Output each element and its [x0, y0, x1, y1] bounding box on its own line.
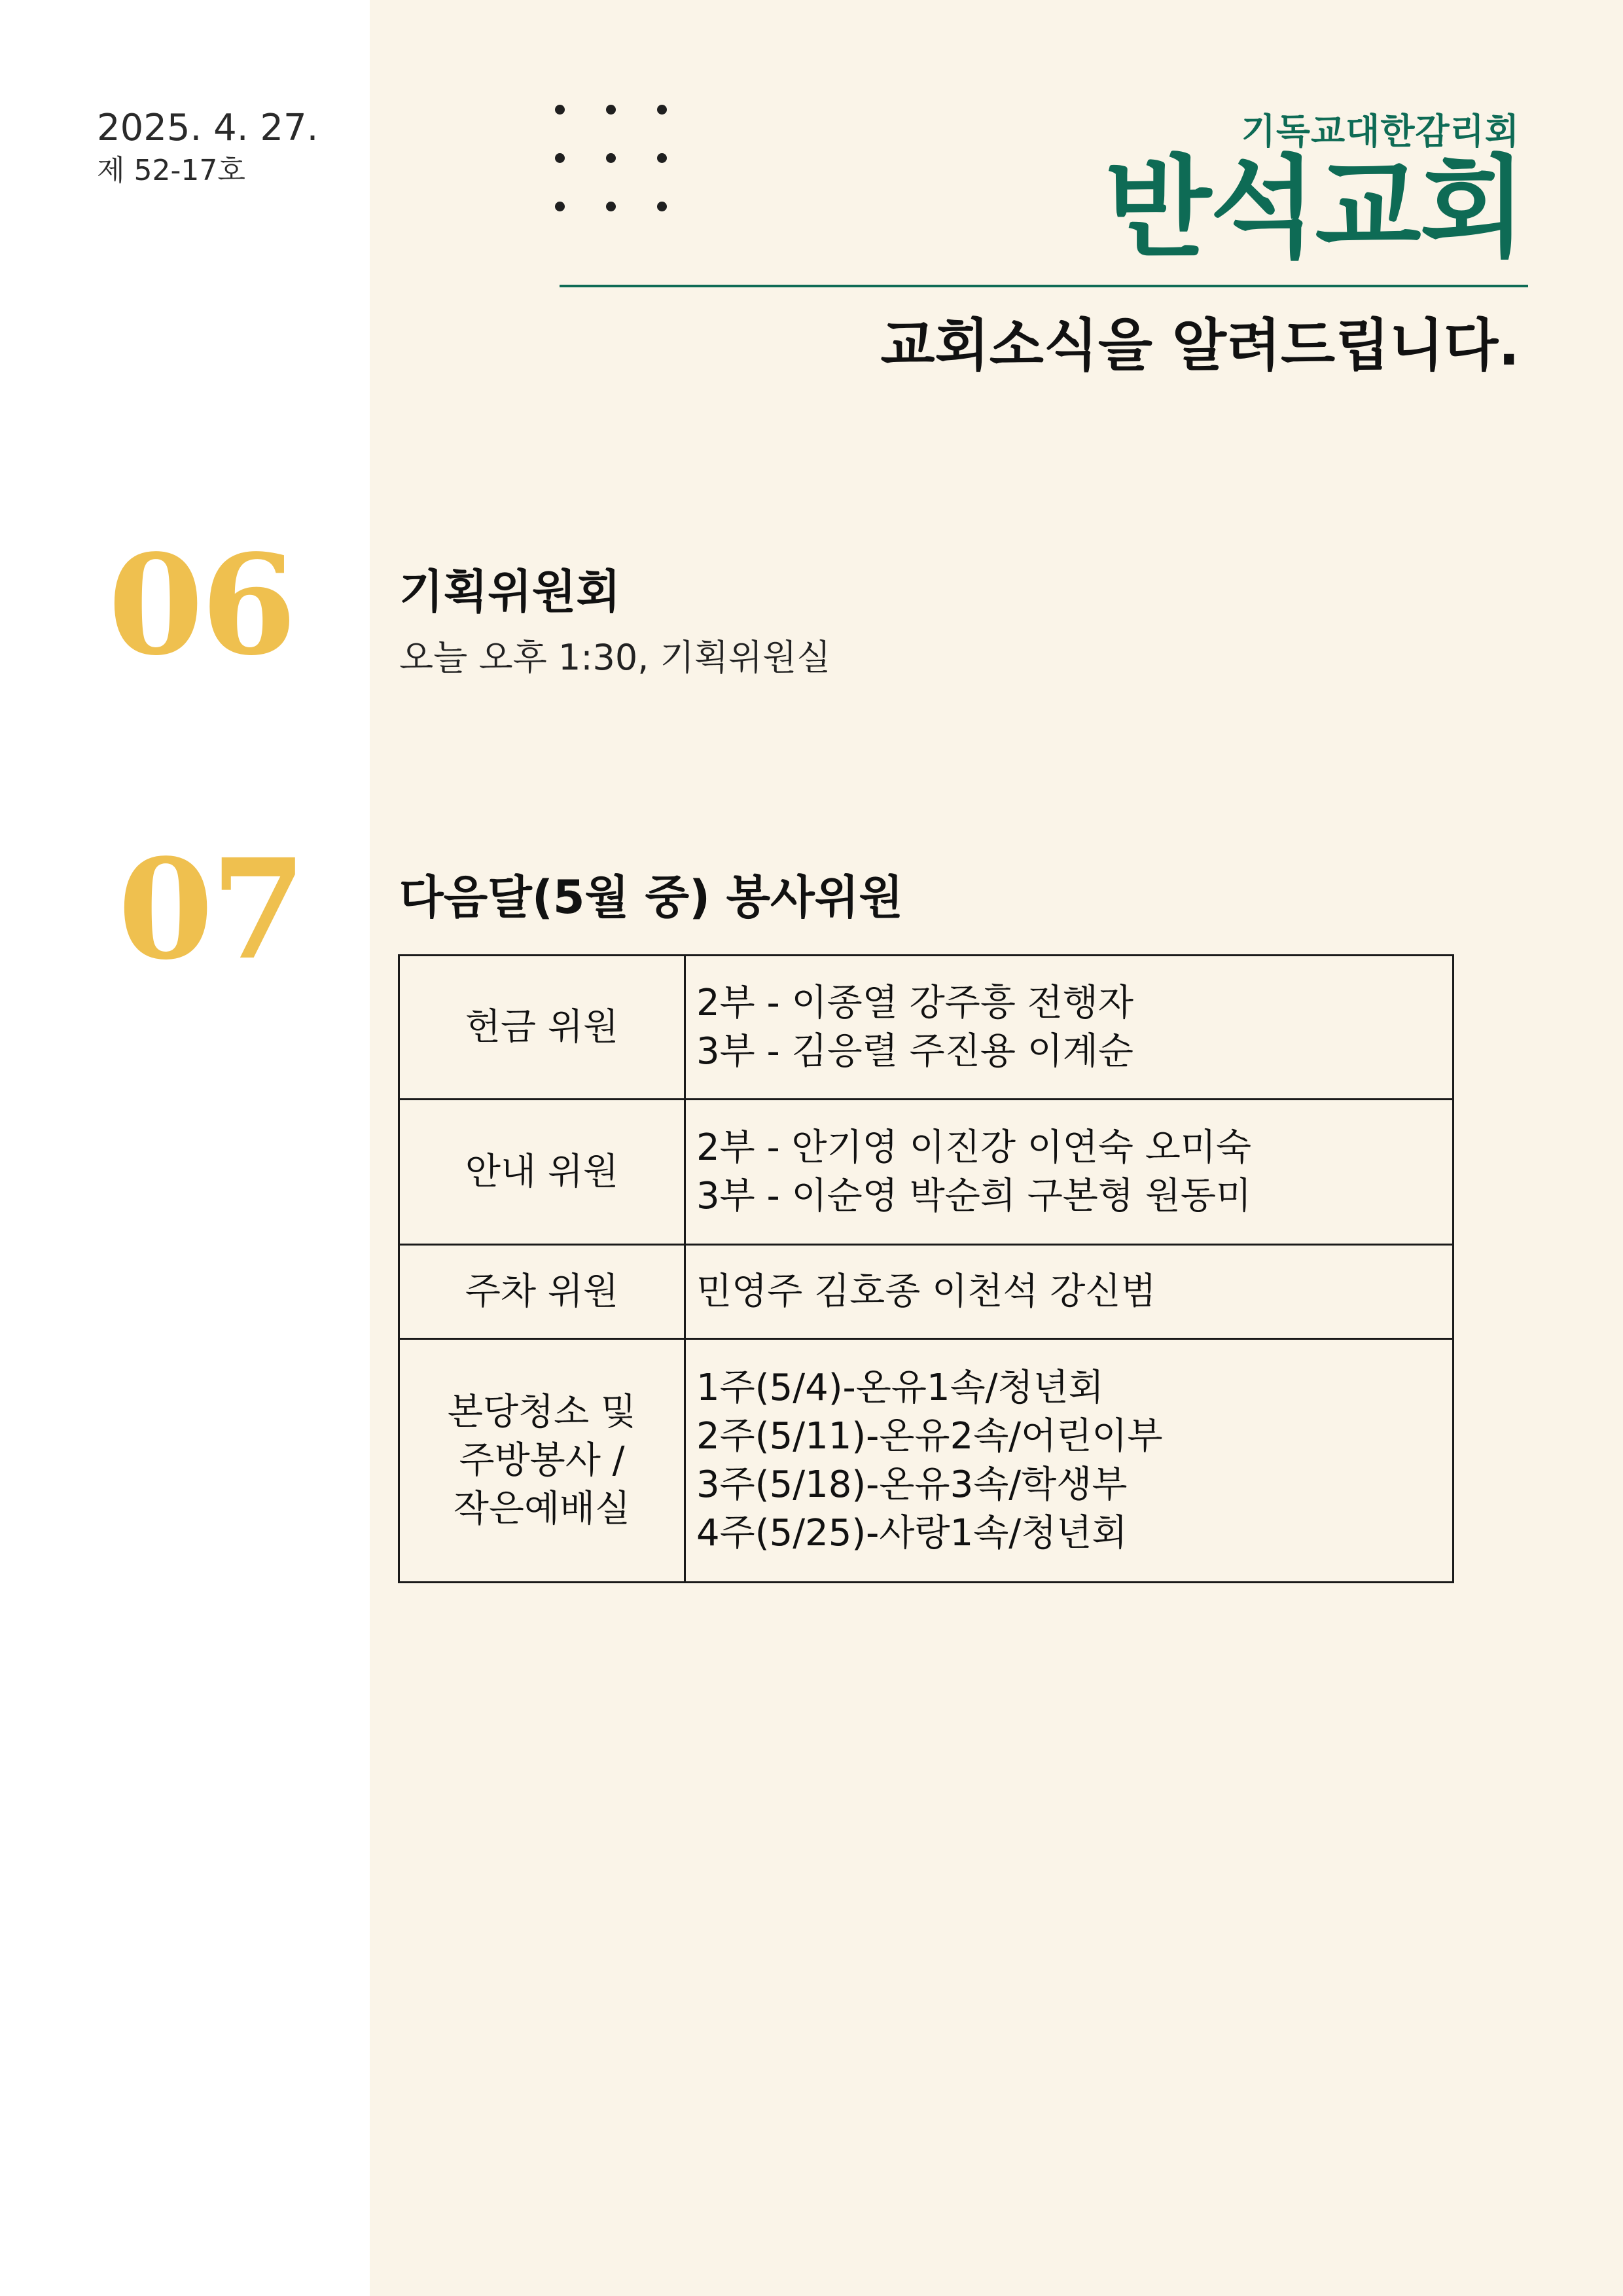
dot [555, 202, 565, 211]
names-cell [685, 1245, 1454, 1339]
page-headline: 교회소식을 알려드립니다. [880, 313, 1520, 378]
role-line: 주방봉사 / [459, 1439, 625, 1482]
church-name-logo: 반석교회 [1105, 144, 1525, 272]
names-cell [685, 956, 1454, 1100]
section-number-07: 07 [118, 829, 304, 990]
dot [657, 153, 667, 163]
section-description-planning-committee: 오늘 오후 1:30, 기획위원실 [399, 637, 831, 678]
bulletin-date: 2025. 4. 27. [97, 107, 319, 149]
header-divider [560, 285, 1528, 287]
date-block [97, 105, 318, 190]
names-line: 2주(5/11)-온유2속/어린이부 [696, 1414, 1163, 1458]
dot [555, 105, 565, 115]
dot [606, 105, 616, 115]
names-line: 3부 - 이순영 박순희 구본형 원동미 [696, 1174, 1252, 1217]
role-cell: 안내 위원 [399, 1100, 685, 1245]
section-title-planning-committee: 기획위원회 [399, 565, 621, 619]
names-line: 1주(5/4)-온유1속/청년회 [696, 1366, 1104, 1409]
names-line: 3주(5/18)-온유3속/학생부 [696, 1463, 1128, 1506]
table-row [399, 1245, 1454, 1339]
table-row [399, 1339, 1454, 1583]
section-number-06: 06 [108, 524, 294, 686]
role-line: 본당청소 및 [447, 1390, 637, 1433]
names-line: 민영주 김호종 이천석 강신범 [696, 1270, 1156, 1313]
dot [606, 153, 616, 163]
decorative-dot-grid [555, 105, 673, 216]
role-cell [399, 1339, 685, 1583]
table-row [399, 956, 1454, 1100]
volunteer-roster-table [398, 954, 1454, 1583]
denomination-label: 기독교대한감리회 [1241, 111, 1520, 152]
names-line: 2부 - 안기영 이진강 이연숙 오미숙 [696, 1126, 1252, 1169]
names-cell [685, 1100, 1454, 1245]
names-cell [685, 1339, 1454, 1583]
dot [657, 105, 667, 115]
issue-number: 제 52-17호 [97, 154, 245, 187]
table-row [399, 1100, 1454, 1245]
role-cell: 주차 위원 [399, 1245, 685, 1339]
dot [555, 153, 565, 163]
dot [657, 202, 667, 211]
names-line: 2부 - 이종열 강주흥 전행자 [696, 981, 1133, 1024]
dot [606, 202, 616, 211]
names-line: 4주(5/25)-사랑1속/청년회 [696, 1511, 1128, 1554]
names-line: 3부 - 김응렬 주진용 이계순 [696, 1030, 1133, 1073]
section-title-service-volunteers: 다음달(5월 중) 봉사위원 [399, 870, 904, 924]
role-line: 작은예배실 [453, 1487, 631, 1530]
role-cell: 헌금 위원 [399, 956, 685, 1100]
